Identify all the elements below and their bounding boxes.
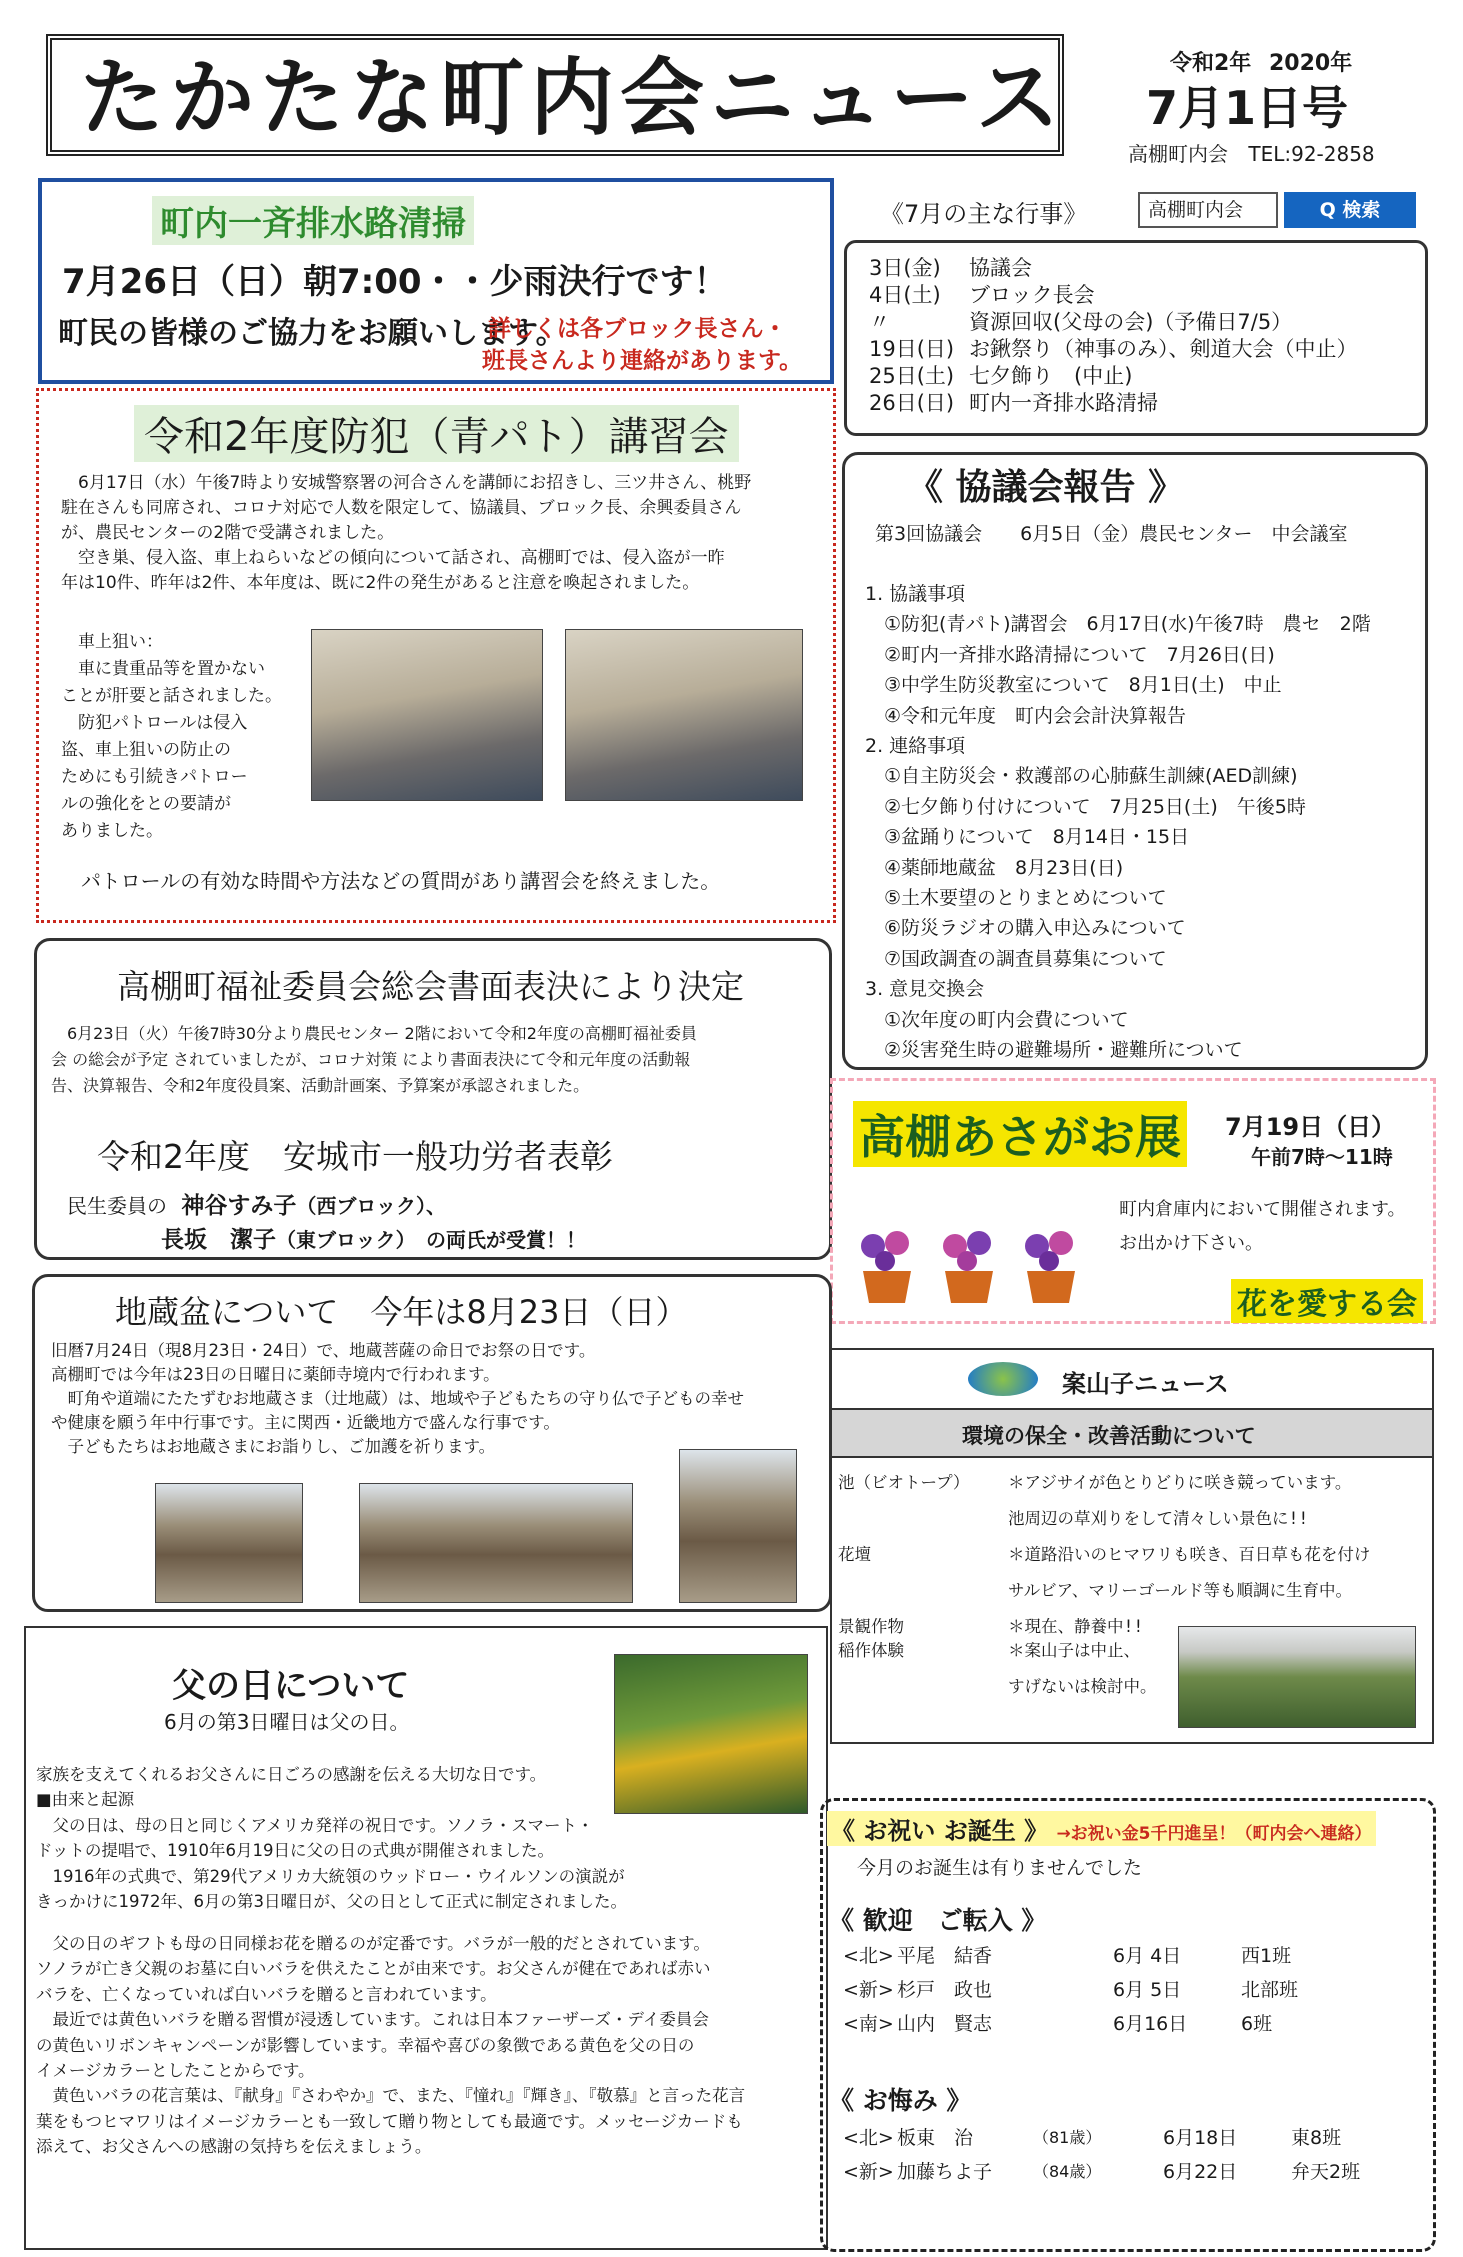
crime-line: ためにも引続きパトロー	[61, 767, 248, 787]
event-text: 七夕飾り (中止)	[969, 364, 1133, 388]
fathers-day	[24, 1626, 828, 2250]
fathers-lines	[36, 1762, 745, 2160]
council-line: ④令和元年度 町内会会計決算報告	[865, 704, 1187, 727]
crime-seminar	[36, 388, 836, 923]
council-line: ②七夕飾り付けについて 7月25日(土) 午後5時	[865, 795, 1306, 818]
birth-text: 今月のお誕生は有りませんでした	[857, 1857, 1143, 1879]
events-heading: 《7月の主な行事》	[880, 200, 1088, 228]
council-line: ⑤土木要望のとりまとめについて	[865, 887, 1167, 910]
drainage-line2: 町民の皆様のご協力をお願いします。	[58, 316, 566, 351]
welcome-area: <南>	[843, 2013, 894, 2035]
crime-line: 盗、車上狙いの防止の	[61, 740, 231, 760]
crime-line: ルの強化をとの要請が	[61, 794, 231, 814]
award-heading: 令和2年度 安城市一般功労者表彰	[97, 1137, 613, 1176]
council-line: ②町内一斉排水路清掃について 7月26日(日)	[865, 643, 1275, 666]
welfare-award-box	[34, 938, 832, 1260]
celebration-heading: 《 お祝い お誕生 》	[831, 1817, 1049, 1845]
fathers-line: 父の日のギフトも母の日同様お花を贈るのが定番です。バラが一般的だとされています。	[36, 1933, 710, 1953]
event-text: ブロック長会	[969, 283, 1095, 307]
mg-date: 7月19日（日）	[1225, 1113, 1396, 1141]
council-line: ①自主防災会・救護部の心肺蘇生訓練(AED訓練)	[865, 765, 1298, 788]
jizo-photo-3	[679, 1449, 797, 1603]
jizo-line: 高棚町では今年は23日の日曜日に薬師寺境内で行われます。	[51, 1365, 500, 1384]
crime-line: ことが肝要と話されました。	[61, 686, 282, 706]
award-line1	[67, 1187, 446, 1220]
condolence-area: <新>	[843, 2161, 894, 2183]
jizo-photo-1	[155, 1483, 303, 1603]
mg-desc2: お出かけ下さい。	[1119, 1233, 1263, 1254]
scarecrow-label: 花壇	[838, 1545, 871, 1564]
award-name2: 長坂 潔子	[161, 1227, 276, 1253]
scarecrow-label: 稲作体験	[838, 1641, 904, 1660]
event-text: 町内一斉排水路清掃	[969, 391, 1158, 415]
fathers-line: 父の日は、母の日と同じくアメリカ発祥の祝日です。ソノラ・スマート・	[36, 1815, 594, 1835]
scarecrow-text: ＊道路沿いのヒマワリも咲き、百日草も花を付け	[1008, 1545, 1371, 1564]
fathers-line: の黄色いリボンキャンペーンが影響しています。幸福や喜びの象徴である黄色を父の日の	[36, 2035, 695, 2055]
scarecrow-label: 池（ビオトープ）	[838, 1473, 970, 1492]
seminar-photo-1	[311, 629, 543, 801]
jizo-line: や健康を願う年中行事です。主に関西・近畿地方で盛んな行事です。	[51, 1413, 560, 1432]
search-input[interactable]: 高棚町内会	[1148, 199, 1244, 221]
scarecrow-text: ＊アジサイが色とりどりに咲き競っています。	[1008, 1473, 1352, 1492]
publisher: 高棚町内会	[1128, 142, 1228, 166]
event-row	[869, 282, 1358, 309]
council-line: ①次年度の町内会費について	[865, 1008, 1129, 1031]
fathers-line: きっかけに1972年、6月の第3日曜日が、父の日として正式に制定されました。	[36, 1892, 627, 1912]
jizo-festival	[32, 1274, 832, 1612]
event-date: 26日(日)	[869, 391, 955, 415]
council-line: 1. 協議事項	[865, 583, 966, 605]
award-suffix: の両氏が受賞！！	[425, 1228, 586, 1252]
events-box	[844, 240, 1428, 436]
scarecrow-title: 案山子ニュース	[1062, 1370, 1229, 1398]
event-date: 4日(土)	[869, 283, 941, 307]
scarecrow-subtitle: 環境の保全・改善活動について	[962, 1424, 1256, 1448]
welcome-name: 山内 賢志	[897, 2013, 993, 2035]
welcome-date: 6月 4日	[1113, 1945, 1182, 1967]
council-heading: 《 協議会報告 》	[907, 467, 1185, 508]
jizo-line: 旧暦7月24日（現8月23日・24日）で、地蔵菩薩の命日でお祭の日です。	[51, 1341, 596, 1360]
condolence-name: 加藤ちよ子	[897, 2161, 993, 2183]
scarecrow-row	[832, 1468, 1432, 1504]
mg-title: 高棚あさがお展	[853, 1101, 1187, 1167]
crime-line: 駐在さんも同席され、コロナ対応で人数を限定して、協議員、ブロック長、余興委員さん	[61, 498, 742, 518]
search-button[interactable]: Q 検索	[1284, 192, 1416, 228]
crime-paragraph-2	[61, 629, 311, 845]
event-date: 19日(日)	[869, 337, 955, 361]
crime-line: 車上狙い：	[61, 632, 163, 652]
crime-line: 空き巣、侵入盗、車上ねらいなどの傾向について話され、高棚町では、侵入盗が一昨	[61, 548, 725, 568]
celebration-gift: →お祝い金5千円進呈！（町内会へ連絡）	[1056, 1824, 1372, 1844]
fathers-line: ■由来と起源	[36, 1790, 135, 1810]
fathers-line: 家族を支えてくれるお父さんに日ごろの感謝を伝える大切な日です。	[36, 1765, 547, 1784]
event-row	[869, 390, 1358, 417]
condolence-group: 弁天2班	[1291, 2161, 1361, 2183]
council-line: ④薬師地蔵盆 8月23日(日)	[865, 856, 1124, 879]
crime-line: 年は10件、昨年は2件、本年度は、既に2件の発生があると注意を喚起されました。	[61, 573, 700, 593]
fathers-line: 葉をもつヒマワリはイメージカラーとも一致して贈り物としても最適です。メッセージカードも	[36, 2111, 743, 2131]
fathers-line: 1916年の式典で、第29代アメリカ大統領のウッドロー・ウイルソンの演説が	[36, 1866, 625, 1886]
event-date: 25日(土)	[869, 364, 955, 388]
condolence-date: 6月18日	[1163, 2127, 1238, 2149]
crime-line: 車に貴重品等を置かない	[61, 659, 265, 679]
council-line: 2. 連絡事項	[865, 735, 966, 758]
council-line: ③盆踊りについて 8月14日・15日	[865, 826, 1190, 849]
scarecrow-field-photo	[1178, 1626, 1416, 1728]
event-text: 資源回収(父母の会)（予備日7/5）	[969, 310, 1293, 334]
mg-time: 午前7時～11時	[1251, 1145, 1393, 1169]
crime-line: 6月17日（水）午後7時より安城警察署の河合さんを講師にお招きし、三ツ井さん、桃野	[61, 473, 752, 493]
phone: TEL:92-2858	[1248, 142, 1375, 166]
flower-pot-3-icon	[1025, 1231, 1075, 1303]
council-lines	[865, 579, 1371, 1066]
jizo-line: 子どもたちはお地蔵さまにお詣りし、ご加護を祈ります。	[51, 1437, 496, 1456]
masthead-frame	[46, 34, 1064, 156]
scarecrow-row	[832, 1504, 1432, 1540]
council-line: ②災害発生時の避難場所・避難所について	[865, 1039, 1243, 1062]
council-meeting: 第3回協議会 6月5日（金）農民センター 中会議室	[875, 523, 1348, 545]
condolence-area: <北>	[843, 2127, 894, 2149]
morning-glory-exhibit	[830, 1078, 1436, 1324]
mg-desc1: 町内倉庫内において開催されます。	[1119, 1199, 1406, 1220]
welcome-date: 6月16日	[1113, 2013, 1188, 2035]
council-line: ⑦国政調査の調査員募集について	[865, 947, 1167, 970]
drainage-note2: 班長さんより連絡があります。	[482, 348, 803, 374]
award-line2	[161, 1221, 586, 1254]
event-date: 〃	[869, 310, 890, 334]
crime-paragraph-3: パトロールの有効な時間や方法などの質問があり講習会を終えました。	[61, 869, 721, 893]
event-text: 協議会	[969, 256, 1032, 280]
crime-paragraph-1	[61, 471, 821, 596]
welcome-name: 杉戸 政也	[897, 1979, 993, 2001]
welcome-group: 西1班	[1241, 1945, 1292, 1967]
welcome-rows	[843, 1941, 1423, 2043]
fathers-line: イメージカラーとしたことからです。	[36, 2060, 315, 2080]
flower-pot-1-icon	[861, 1231, 911, 1303]
condolence-name: 板東 治	[897, 2127, 974, 2149]
scarecrow-text: サルビア、マリーゴールド等も順調に生育中。	[1008, 1581, 1353, 1600]
scarecrow-text: 池周辺の草刈りをして清々しい景色に!!	[1008, 1509, 1309, 1528]
jizo-line: 町角や道端にたたずむお地蔵さま（辻地蔵）は、地域や子どもたちの守り仏で子どもの幸せ	[51, 1389, 744, 1408]
welcome-group: 6班	[1241, 2013, 1273, 2035]
event-text: お鍬祭り（神事のみ）、剣道大会（中止）	[969, 337, 1358, 361]
scarecrow-text: すげないは検討中。	[1008, 1677, 1157, 1696]
fathers-line: 添えて、お父さんへの感謝の気持ちを伝えましょう。	[36, 2137, 432, 2157]
welcome-heading: 《 歓迎 ご転入 》	[829, 1906, 1047, 1935]
publisher-info	[1128, 138, 1375, 167]
award-prefix: 民生委員の	[67, 1194, 167, 1218]
fathers-line: 最近では黄色いバラを贈る習慣が浸透しています。これは日本ファーザーズ・デイ委員会	[36, 2010, 709, 2030]
condolence-heading: 《 お悔み 》	[829, 2086, 972, 2115]
event-row	[869, 336, 1358, 363]
welcome-row	[843, 1941, 1423, 1975]
issue-date: 7月1日号	[1146, 81, 1349, 135]
drainage-line1: 7月26日（日）朝7:00・・少雨決行です！	[62, 262, 728, 302]
fathers-line	[36, 1914, 745, 1931]
scarecrow-subtitle-bar	[832, 1408, 1432, 1458]
fathers-line: ドットの提唱で、1910年6月19日に父の日の式典が開催されました。	[36, 1841, 554, 1861]
events-list	[869, 255, 1358, 417]
drainage-note1: 詳しくは各ブロック長さん・	[488, 316, 787, 342]
condolence-row	[843, 2157, 1423, 2191]
condolence-date: 6月22日	[1163, 2161, 1238, 2183]
condolence-row	[843, 2123, 1423, 2157]
flower-pot-2-icon	[943, 1231, 993, 1303]
masthead-title: たかたな町内会ニュース	[80, 49, 1066, 147]
welcome-row	[843, 1975, 1423, 2009]
scarecrow-row	[832, 1540, 1432, 1576]
crime-line: 防犯パトロールは侵入	[61, 713, 248, 733]
scarecrow-text: ＊案山子は中止、	[1008, 1641, 1140, 1660]
welfare-line: 会 の総会が予定 されていましたが、コロナ対策 により書面表決にて令和元年度の活動報	[51, 1050, 691, 1069]
seminar-photo-2	[565, 629, 803, 801]
award-block1: （西ブロック）、	[296, 1194, 446, 1218]
celebration-box	[820, 1798, 1436, 2252]
welfare-lines	[51, 1021, 821, 1099]
welcome-name: 平尾 結香	[897, 1945, 993, 1967]
welfare-line: 6月23日（火）午後7時30分より農民センター 2階において令和2年度の高棚町福祉委員	[51, 1024, 697, 1043]
council-report	[842, 452, 1428, 1070]
event-date: 3日(金)	[869, 256, 941, 280]
condolence-age: （81歳）	[1033, 2128, 1102, 2147]
scarecrow-text: ＊現在、静養中!!	[1008, 1617, 1144, 1636]
welcome-date: 6月 5日	[1113, 1979, 1182, 2001]
council-line: ③中学生防災教室について 8月1日(土) 中止	[865, 674, 1282, 697]
fathers-line: バラを、亡くなっていれば白いバラを贈ると言われています。	[36, 1984, 497, 2004]
scarecrow-news	[830, 1348, 1434, 1744]
jizo-photo-2	[359, 1483, 633, 1603]
crime-heading: 令和2年度防犯（青パト）講習会	[134, 405, 739, 462]
welcome-row	[843, 2009, 1423, 2043]
jizo-heading: 地蔵盆について 今年は8月23日（日）	[115, 1293, 688, 1331]
award-block2: （東ブロック）	[276, 1228, 416, 1252]
scarecrow-logo-icon	[968, 1362, 1038, 1396]
event-row	[869, 255, 1358, 282]
jizo-lines	[51, 1339, 744, 1459]
era: 令和2年	[1170, 51, 1252, 76]
celebration-heading-wrap	[827, 1811, 1376, 1846]
drainage-heading: 町内一斉排水路清掃	[152, 196, 474, 245]
drainage-notice	[38, 178, 834, 384]
event-row	[869, 309, 1358, 336]
scarecrow-row	[832, 1576, 1432, 1612]
mg-organizer: 花を愛する会	[1231, 1279, 1423, 1323]
welcome-area: <北>	[843, 1945, 894, 1967]
welcome-area: <新>	[843, 1979, 894, 2001]
welfare-line: 告、決算報告、令和2年度役員案、活動計画案、予算案が承認されました。	[51, 1076, 590, 1095]
scarecrow-label: 景観作物	[838, 1617, 904, 1636]
morning-glory-pots	[853, 1221, 1103, 1311]
award-name1: 神谷すみ子	[181, 1193, 297, 1219]
fathers-line: 黄色いバラの花言葉は、『献身』『さわやか』で、また、『憧れ』『輝き』、『敬慕』と言った花言	[36, 2086, 746, 2106]
council-line: ①防犯(青パト)講習会 6月17日(水)午後7時 農セ 2階	[865, 613, 1371, 636]
search-box[interactable]	[1138, 192, 1278, 228]
council-line: 3. 意見交換会	[865, 978, 985, 1001]
condolence-rows	[843, 2123, 1423, 2191]
crime-line: が、農民センターの2階で受講されました。	[61, 523, 395, 543]
welcome-group: 北部班	[1241, 1979, 1299, 2001]
crime-line: ありました。	[61, 821, 163, 841]
council-line: ⑥防災ラジオの購入申込みについて	[865, 917, 1186, 940]
condolence-age: （84歳）	[1033, 2162, 1102, 2181]
condolence-group: 東8班	[1291, 2127, 1342, 2149]
fathers-heading: 父の日について	[172, 1666, 410, 1706]
fathers-sub: 6月の第3日曜日は父の日。	[164, 1710, 410, 1734]
event-row	[869, 363, 1358, 390]
year: 2020年	[1268, 51, 1353, 76]
fathers-line: ソノラが亡き父親のお墓に白いバラを供えたことが由来です。お父さんが健在であれば赤い	[36, 1959, 711, 1979]
welfare-heading: 高棚町福祉委員会総会書面表決により決定	[117, 967, 744, 1006]
